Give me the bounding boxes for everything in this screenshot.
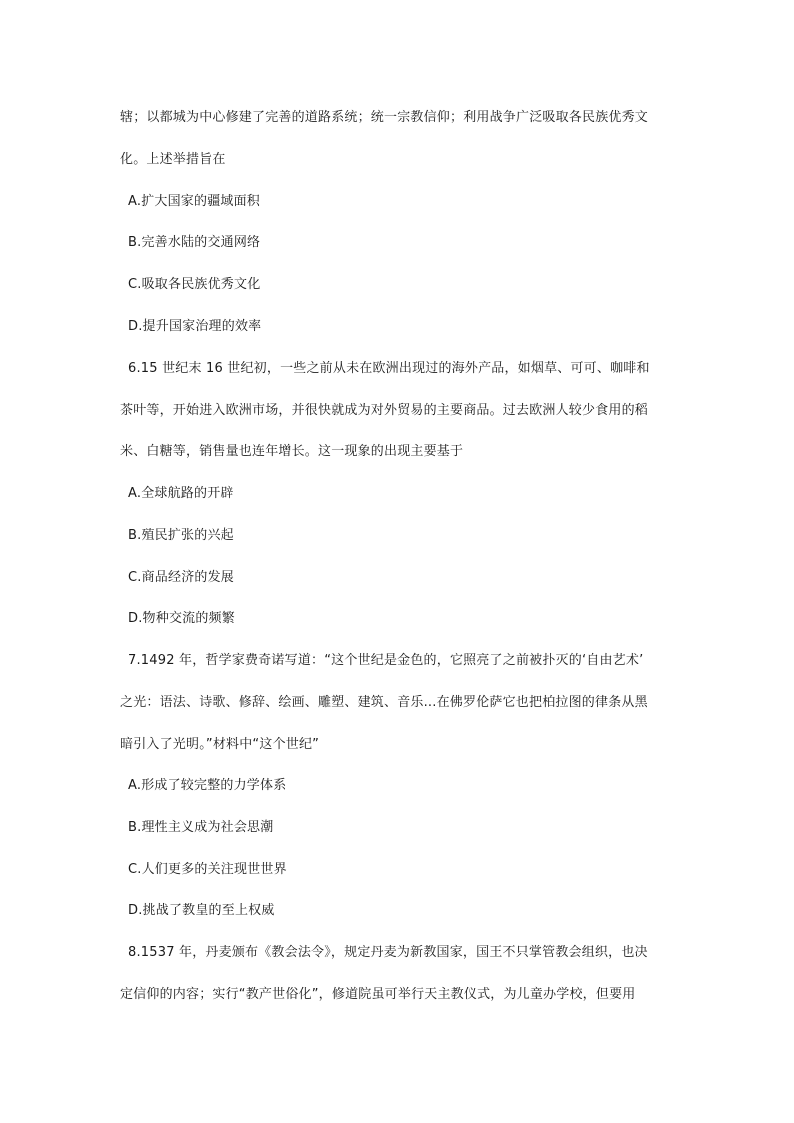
- q5-option-a: A.扩大国家的疆域面积: [128, 194, 260, 209]
- q7-option-b: B.理性主义成为社会思潮: [128, 820, 274, 835]
- q7-option-c: C.人们更多的关注现世世界: [128, 862, 287, 877]
- q6-text-line-3: 米、白糖等，销售量也连年增长。这一现象的出现主要基于: [120, 444, 464, 459]
- q6-option-b: B.殖民扩张的兴起: [128, 528, 234, 543]
- q5-option-d: D.提升国家治理的效率: [128, 319, 262, 334]
- q5-option-b: B.完善水陆的交通网络: [128, 235, 261, 250]
- q5-text-line-1: 辖；以都城为中心修建了完善的道路系统；统一宗教信仰；利用战争广泛吸取各民族优秀文: [120, 110, 649, 125]
- q7-text-line-1: 7.1492 年，哲学家费奇诺写道：“这个世纪是金色的，它照亮了之前被扑灭的‘自由艺术’: [128, 653, 644, 668]
- q6-option-c: C.商品经济的发展: [128, 570, 235, 585]
- q7-option-d: D.挑战了教皇的至上权威: [128, 903, 275, 918]
- q7-text-line-2: 之光：语法、诗歌、修辞、绘画、雕塑、建筑、音乐...在佛罗伦萨它也把柏拉图的律条从黑: [120, 695, 648, 710]
- q5-text-line-2: 化。上述举措旨在: [120, 152, 226, 167]
- q7-text-line-3: 暗引入了光明。”材料中“这个世纪”: [120, 737, 320, 752]
- q8-text-line-1: 8.1537 年，丹麦颁布《教会法令》，规定丹麦为新教国家，国王不只掌管教会组织，也决: [128, 945, 648, 960]
- q8-text-line-2: 定信仰的内容；实行“教产世俗化”，修道院虽可举行天主教仪式，为儿童办学校，但要用: [120, 987, 636, 1002]
- q7-option-a: A.形成了较完整的力学体系: [128, 778, 287, 793]
- q6-text-line-2: 茶叶等，开始进入欧洲市场，并很快就成为对外贸易的主要商品。过去欧洲人较少食用的稻: [120, 403, 649, 418]
- q6-option-d: D.物种交流的频繁: [128, 611, 235, 626]
- q6-option-a: A.全球航路的开辟: [128, 486, 234, 501]
- q5-option-c: C.吸取各民族优秀文化: [128, 277, 261, 292]
- q6-text-line-1: 6.15 世纪末 16 世纪初，一些之前从未在欧洲出现过的海外产品，如烟草、可可、咖啡和: [128, 361, 650, 376]
